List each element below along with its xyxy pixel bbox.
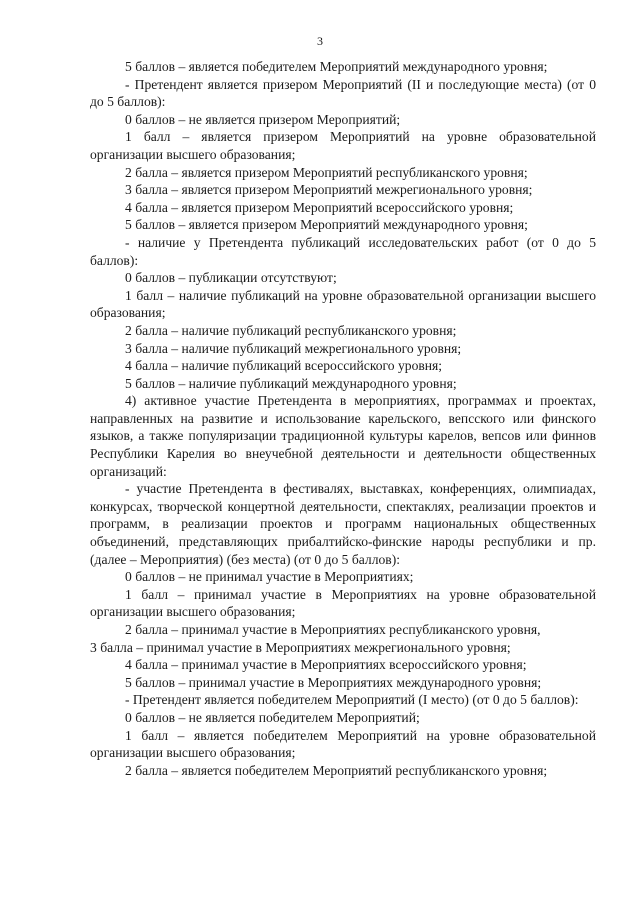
paragraph: 5 баллов – является победителем Мероприятий международного уровня; xyxy=(125,59,548,74)
paragraph: 2 балла – наличие публикаций республиканского уровня; xyxy=(125,322,457,338)
paragraph: 1 балл – является победителем Мероприятий на уровне образовательной организации высшего образования; xyxy=(90,727,596,761)
document-body xyxy=(90,58,596,779)
paragraph: 0 баллов – не является победителем Мероприятий; xyxy=(125,709,420,725)
paragraph: 2 балла – является призером Мероприятий республиканского уровня; xyxy=(125,164,528,180)
paragraph: 1 балл – является призером Мероприятий на уровне образовательной организации высшего образования; xyxy=(90,129,596,162)
page-number: 3 xyxy=(317,34,323,48)
paragraph: 4 балла – является призером Мероприятий всероссийского уровня; xyxy=(125,199,514,215)
paragraph: - Претендент является победителем Мероприятий (I место) (от 0 до 5 баллов): xyxy=(125,692,579,708)
paragraph: 3 балла – является призером Мероприятий межрегионального уровня; xyxy=(125,182,533,198)
paragraph: 2 балла – принимал участие в Мероприятиях республиканского уровня, xyxy=(125,622,541,637)
paragraph: 2 балла – является победителем Мероприятий республиканского уровня; xyxy=(125,762,548,778)
paragraph: 5 баллов – наличие публикаций международного уровня; xyxy=(125,375,457,391)
paragraph: 4) активное участие Претендента в мероприятиях, программах и проектах, направленных на развитие и использование карельского, вепсского или финского языков, а также популяризации традиционной культуры карелов, вепсов или финнов Республики Карелия во внеучебной деятельности и деятельности общественных организаций: xyxy=(90,393,596,479)
paragraph: - наличие у Претендента публикаций исследовательских работ (от 0 до 5 баллов): xyxy=(90,234,596,268)
paragraph: 0 баллов – публикации отсутствуют; xyxy=(125,270,337,286)
paragraph: 0 баллов – не принимал участие в Мероприятиях; xyxy=(125,569,414,585)
paragraph: 4 балла – принимал участие в Мероприятиях всероссийского уровня; xyxy=(125,657,527,673)
paragraph: 5 баллов – принимал участие в Мероприятиях международного уровня; xyxy=(125,674,542,690)
paragraph: 3 балла – принимал участие в Мероприятиях межрегионального уровня; xyxy=(90,639,511,655)
paragraph: 0 баллов – не является призером Мероприятий; xyxy=(125,111,401,127)
paragraph: - Претендент является призером Мероприятий (II и последующие места) (от 0 до 5 баллов): xyxy=(90,76,596,110)
paragraph: 1 балл – принимал участие в Мероприятиях на уровне образовательной организации высшего образования; xyxy=(90,586,596,620)
paragraph: 3 балла – наличие публикаций межрегионального уровня; xyxy=(125,340,462,356)
paragraph: 1 балл – наличие публикаций на уровне образовательной организации высшего образования; xyxy=(90,287,596,321)
paragraph: 4 балла – наличие публикаций всероссийского уровня; xyxy=(125,358,443,374)
paragraph: 5 баллов – является призером Мероприятий международного уровня; xyxy=(125,217,528,233)
paragraph: - участие Претендента в фестивалях, выставках, конференциях, олимпиадах, конкурсах, творческой концертной деятельности, спектаклях, реализации проектов и программ, в реализации проектов и программ национальных общественных объединений, представляющих прибалтийско-финские народы республики и пр. (далее – Мероприятия) (без места) (от 0 до 5 баллов): xyxy=(90,481,596,567)
